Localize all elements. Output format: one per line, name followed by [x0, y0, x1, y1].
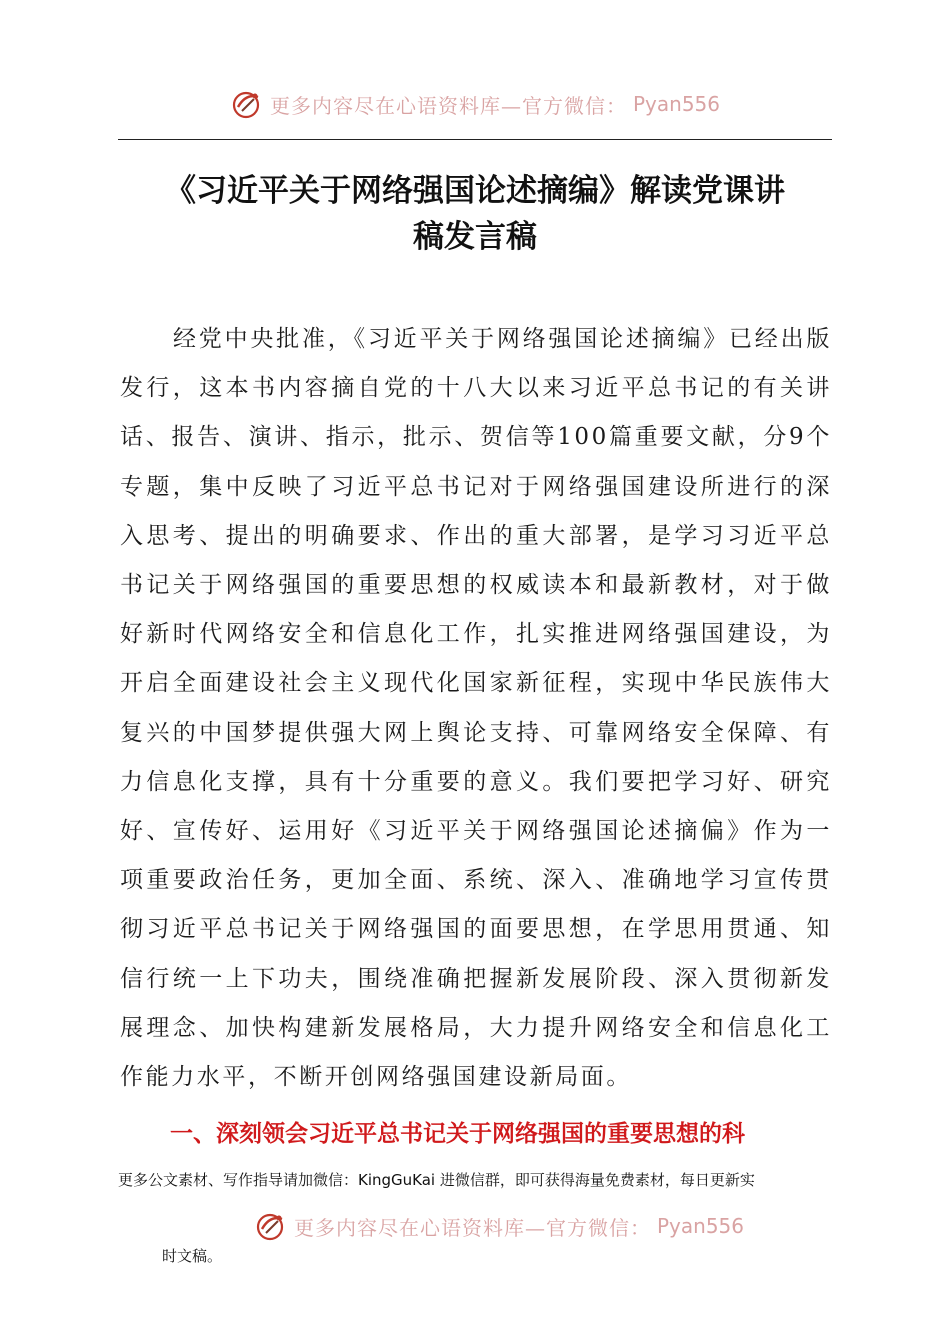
header-watermark — [0, 84, 950, 124]
footer-watermark — [24, 1206, 950, 1246]
footer-note: 更多公文素材、写作指导请加微信：KingGuKai 进微信群，即可获得海量免费素材，每日更新实 — [118, 1171, 755, 1189]
footer-note-continuation: 时文稿。 — [162, 1247, 223, 1265]
watermark-wechat-id: Pyan556 — [632, 92, 720, 116]
title-line-2: 稿发言稿 — [413, 219, 537, 255]
brand-logo-icon — [230, 87, 264, 121]
body-paragraph: 经党中央批准，《习近平关于网络强国论述摘编》已经出版发行，这本书内容摘自党的十八大以来习近平总书记的有关讲话、报告、演讲、指示，批示、贺信等100篇重要文献，分9个专题，集中反映了习近平总书记对于网络强国建设所进行的深入思考、提出的明确要求、作出的重大部署，是学习习近平总书记关于网络强国的重要思想的权威读本和最新教材，对于做好新时代网络安全和信息化工作，扎实推进网络强国建设，为开启全面建设社会主义现代化国家新征程，实现中华民族伟大复兴的中国梦提供强大网上舆论支持、可靠网络安全保障、有力信息化支撑，具有十分重要的意义。我们要把学习好、研究好、宣传好、运用好《习近平关于网络强国论述摘偏》作为一项重要政治任务，更加全面、系统、深入、准确地学习宣传贯彻习近平总书记关于网络强国的面要思想，在学思用贯通、知信行统一上下功夫，围绕准确把握新发展阶段、深入贯彻新发展理念、加快构建新发展格局，大力提升网络安全和信息化工作能力水平，不断开创网络强国建设新局面。 — [120, 326, 832, 1091]
watermark-wechat-id: Pyan556 — [656, 1214, 744, 1238]
watermark-text: 更多内容尽在心语资料库—官方微信： — [269, 93, 627, 118]
section-heading: 一、深刻领会习近平总书记关于网络强国的重要思想的科 — [170, 1121, 745, 1147]
brand-logo-icon — [254, 1209, 288, 1243]
watermark-text: 更多内容尽在心语资料库—官方微信： — [293, 1215, 651, 1240]
title-line-1: 《习近平关于网络强国论述摘编》解读党课讲 — [165, 173, 785, 209]
document-title — [118, 168, 832, 260]
header-rule — [118, 139, 832, 140]
